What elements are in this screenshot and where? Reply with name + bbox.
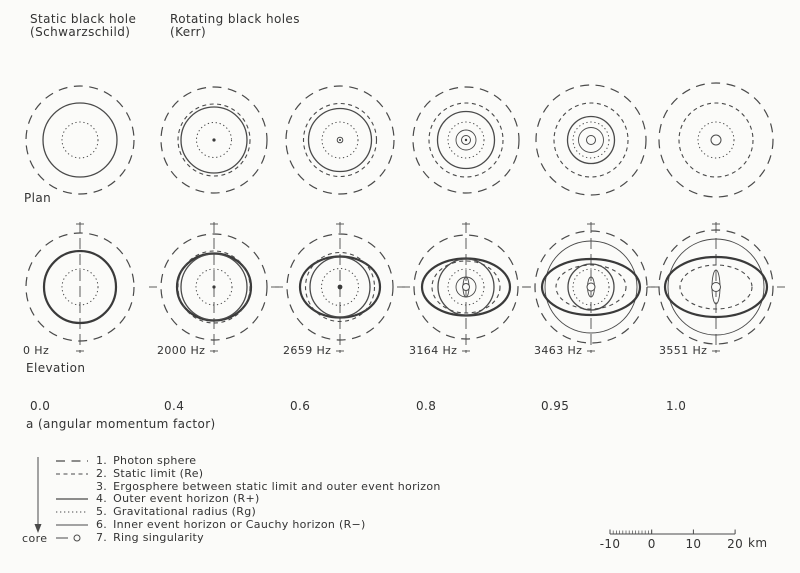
momentum-factor-label: 0.95: [541, 399, 570, 413]
plan-view-a-0.95: [536, 85, 646, 195]
legend-item: [55, 480, 441, 493]
title-kerr: (Kerr): [170, 25, 207, 39]
legend-line-sample-icon: [55, 494, 89, 503]
legend-item-number: 6.: [96, 517, 108, 531]
legend-item-label: Gravitational radius (Rg): [113, 505, 257, 519]
core-direction-arrow-icon: [35, 457, 42, 533]
plan-row-label: Plan: [24, 191, 52, 205]
frequency-label: 3551 Hz: [659, 344, 708, 357]
scalebar-tick-label: 20: [727, 537, 744, 551]
legend-item: [55, 467, 441, 480]
momentum-factor-label: 0.8: [416, 399, 437, 413]
momentum-factor-label: 1.0: [666, 399, 687, 413]
momentum-axis-caption: a (angular momentum factor): [26, 417, 216, 431]
legend-line-sample-icon: [55, 533, 89, 542]
frequency-label: 3463 Hz: [534, 344, 583, 357]
momentum-factor-label: 0.0: [30, 399, 51, 413]
core-label: core: [22, 532, 48, 545]
title-static-black-hole: Static black hole (Schwarzschild): [30, 12, 137, 39]
legend-item-label: Inner event horizon or Cauchy horizon (R−): [113, 517, 366, 531]
scalebar-tick-label: -10: [599, 537, 621, 551]
plan-view-a-0.8: [413, 87, 519, 193]
legend-item-label: Static limit (Re): [113, 466, 204, 480]
momentum-factor-label: 0.6: [290, 399, 311, 413]
plan-view-a-0.0: [26, 86, 134, 194]
legend-item-number: 1.: [96, 453, 108, 467]
elevation-view-a-1.0: [647, 222, 785, 353]
frequency-label: 3164 Hz: [409, 344, 458, 357]
scalebar-unit-label: km: [748, 536, 768, 550]
elevation-view-a-0.0: [26, 222, 134, 353]
legend-item-number: 3.: [96, 479, 108, 493]
legend-item: [55, 454, 441, 467]
elevation-row-label: Elevation: [26, 361, 86, 375]
elevation-view-a-0.6: [275, 222, 405, 353]
momentum-factor-label: 0.4: [164, 399, 185, 413]
plan-view-a-0.6: [286, 86, 394, 194]
legend-item-number: 5.: [96, 505, 108, 519]
scalebar-tick-label: 10: [685, 537, 702, 551]
title-schwarzschild: (Schwarzschild): [30, 25, 131, 39]
legend-line-sample-icon: [55, 507, 89, 516]
legend-item-number: 7.: [96, 530, 108, 544]
legend-line-sample-icon: [55, 520, 89, 529]
legend-item-label: Outer event horizon (R+): [113, 492, 260, 506]
legend-item: [55, 505, 441, 518]
legend-item-number: 2.: [96, 466, 108, 480]
title-rotating-black-holes: Rotating black holes (Kerr): [170, 12, 300, 39]
legend-item-number: 4.: [96, 492, 108, 506]
legend-line-sample-icon: [55, 456, 89, 465]
plan-view-a-0.4: [161, 87, 267, 193]
elevation-view-a-0.4: [149, 222, 279, 353]
frequency-label: 0 Hz: [23, 344, 50, 357]
plan-view-a-1.0: [659, 83, 773, 197]
frequency-label: 2659 Hz: [283, 344, 332, 357]
scalebar-tick-label: 0: [647, 537, 656, 551]
elevation-view-a-0.8: [402, 222, 530, 353]
legend-line-sample-icon: [55, 469, 89, 478]
legend-item: [55, 492, 441, 505]
legend-item-label: Photon sphere: [113, 453, 197, 467]
frequency-label: 2000 Hz: [157, 344, 206, 357]
scale-bar: [610, 530, 735, 535]
legend-line-sample-icon: [55, 481, 89, 490]
legend-item: [55, 518, 441, 531]
legend-item-label: Ergosphere between static limit and outer event horizon: [113, 479, 441, 493]
legend-item: [55, 531, 441, 544]
legend-item-label: Ring singularity: [113, 530, 204, 544]
legend: [55, 454, 441, 544]
elevation-view-a-0.95: [523, 222, 659, 353]
